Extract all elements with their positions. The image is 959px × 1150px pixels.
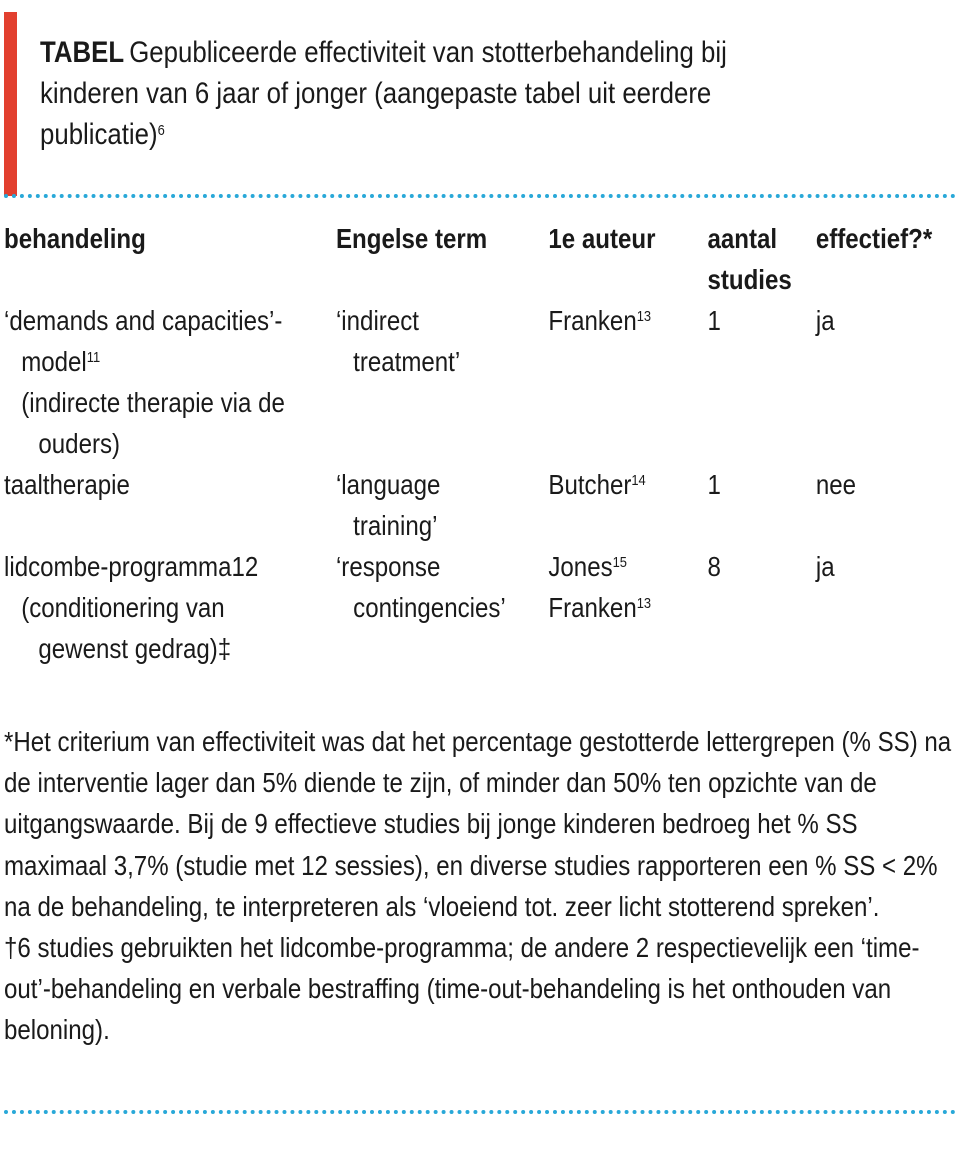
cell-text: gewenst gedrag)‡: [38, 633, 232, 664]
cell-aantal: 1: [707, 469, 721, 500]
cell-aantal: 1: [707, 305, 721, 336]
cell-auteur: [548, 546, 707, 669]
caption-label: TABEL: [40, 36, 125, 69]
header-behandeling: behandeling: [4, 223, 146, 254]
cell-text: [4, 341, 336, 382]
table-caption: [40, 32, 814, 155]
cell-text: Jones: [548, 551, 613, 582]
accent-bar: [4, 12, 17, 196]
reference: 15: [612, 554, 627, 571]
cell-text: [548, 546, 707, 587]
footnote-studies: †6 studies gebruikten het lidcombe-programma; de andere 2 respectievelijk een ‘time-out’-behandeling en verbale bestraffing (time-out-behandeling is het onthouden van beloning).: [4, 932, 920, 1046]
cell-behandeling: [4, 546, 336, 669]
cell-engelse-term: [336, 464, 548, 546]
cell-text: [548, 587, 707, 628]
reference: 11: [86, 349, 101, 366]
cell-text: contingencies’: [353, 592, 506, 623]
header-effectief: effectief?*: [815, 223, 933, 254]
cell-text: model: [21, 346, 87, 377]
table-row: [4, 300, 959, 464]
header-aantal: [707, 218, 815, 300]
cell-effectief: ja: [815, 305, 835, 336]
cell-text: training’: [353, 510, 438, 541]
header-aantal-line2: studies: [707, 264, 792, 295]
reference: 13: [636, 308, 652, 325]
reference: 13: [636, 595, 652, 612]
cell-aantal: 8: [707, 551, 721, 582]
reference: 14: [631, 472, 646, 489]
top-divider: [4, 194, 956, 198]
cell-text: ‘response: [335, 551, 441, 582]
cell-text: lidcombe-programma12: [4, 551, 259, 582]
cell-text: Franken: [548, 305, 637, 336]
cell-engelse-term: [336, 300, 548, 464]
table-footnotes: [4, 721, 959, 1051]
footnote-criterium: *Het criterium van effectiviteit was dat het percentage gestotterde lettergrepen (% SS) na de interventie lager dan 5% diende te zijn, of minder dan 50% ten opzichte van de uitgangswaarde. Bij de 9 effectieve studies bij jonge kinderen bedroeg het % SS maximaal 3,7% (studie met 12 sessies), en diverse studies rapporteren een % SS < 2% na de behandeling, te interpreteren als ‘vloeiend tot. zeer licht stotterend spreken’.: [4, 726, 952, 922]
caption-ref: 6: [157, 122, 165, 139]
cell-behandeling: taaltherapie: [4, 469, 130, 500]
cell-text: ‘indirect: [335, 305, 419, 336]
cell-auteur: [548, 300, 707, 464]
cell-text: ouders): [38, 428, 121, 459]
cell-text: treatment’: [353, 346, 461, 377]
table-row: [4, 464, 959, 546]
cell-text: Butcher: [548, 469, 632, 500]
header-aantal-line1: aantal: [707, 223, 778, 254]
header-row: [4, 218, 959, 300]
cell-text: ‘language: [335, 469, 441, 500]
cell-text: (conditionering van: [21, 592, 225, 623]
cell-text: Franken: [548, 592, 637, 623]
cell-effectief: nee: [815, 469, 857, 500]
cell-effectief: ja: [815, 551, 835, 582]
cell-engelse-term: [336, 546, 548, 669]
cell-text: ‘demands and capacities’-: [4, 305, 283, 336]
cell-auteur: [548, 464, 707, 546]
effectiveness-table: [4, 218, 959, 669]
header-engelse-term: Engelse term: [335, 223, 488, 254]
bottom-divider: [4, 1110, 956, 1114]
table-row: [4, 546, 959, 669]
caption-text: Gepubliceerde effectiviteit van stotterbehandeling bij kinderen van 6 jaar of jonger (aangepaste tabel uit eerdere publicatie): [40, 36, 727, 151]
header-auteur: 1e auteur: [548, 223, 656, 254]
cell-behandeling: [4, 300, 336, 464]
cell-text: (indirecte therapie via de: [21, 387, 285, 418]
